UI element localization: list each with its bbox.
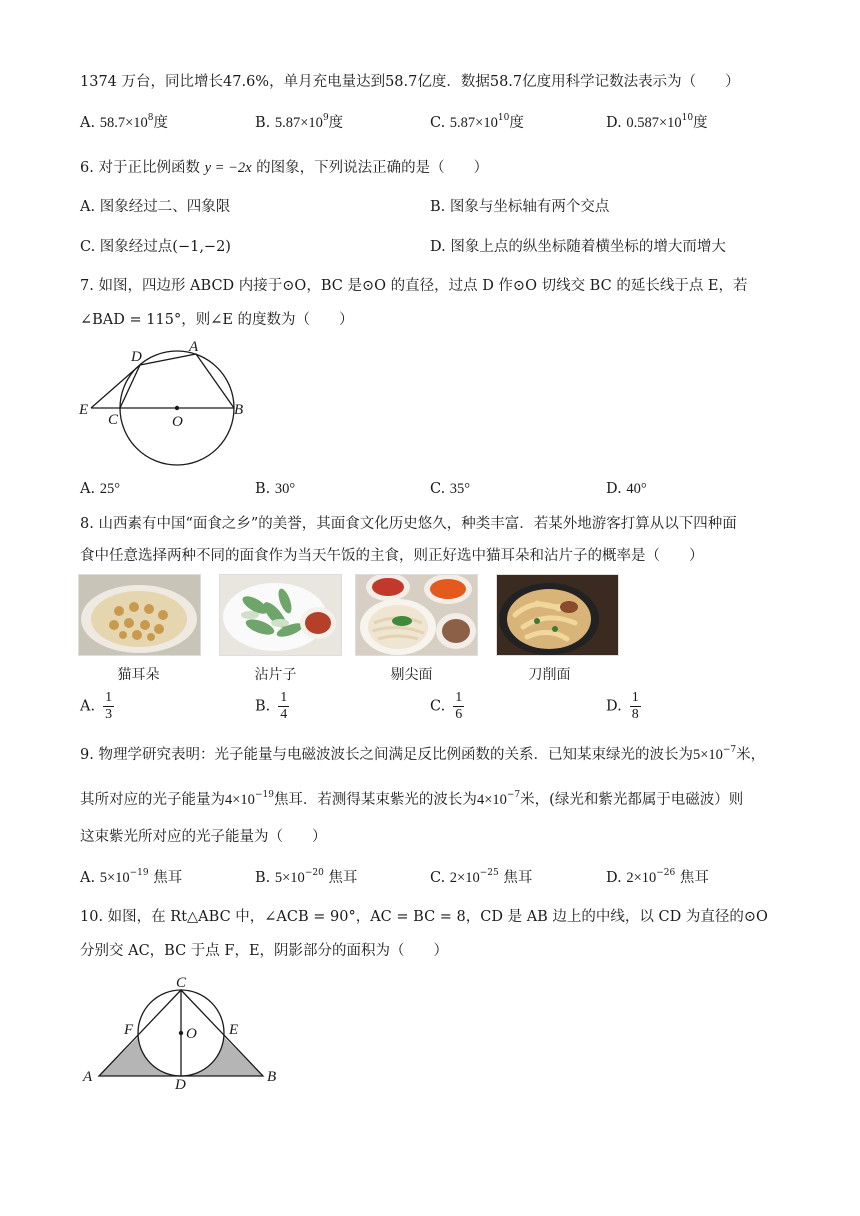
q6-option-b: B. 图象与坐标轴有两个交点 xyxy=(430,199,610,215)
q10-label-f: F xyxy=(124,1022,134,1038)
q7-label-c: C xyxy=(108,412,119,428)
q8-option-a: A. $\frac{1}{3}$ xyxy=(80,690,113,722)
q7-stem-line2: ∠BAD = 115°，则∠E 的度数为（ ） xyxy=(80,312,354,328)
food-caption-tijianmian: 剔尖面 xyxy=(390,667,433,683)
q8-option-b: B. $\frac{1}{4}$ xyxy=(255,690,288,722)
q10-stem-line1: 10. 如图，在 Rt△ABC 中，∠ACB = 90°，AC = BC = 8，CD 是 AB 边上的中线，以 CD 为直径的⊙O xyxy=(80,909,768,925)
q5-option-b: B. $5.87\times 10^9$度 xyxy=(255,113,344,131)
q9-stem-line3: 这束紫光所对应的光子能量为（ ） xyxy=(80,829,327,845)
q5-stem: 1374 万台，同比增长47.6%，单月充电量达到58.7亿度．数据58.7亿度用科学记数法表示为（ ） xyxy=(80,74,740,90)
food-photo-daoxiaomian xyxy=(496,574,619,656)
q7-label-d: D xyxy=(131,349,142,365)
q8-option-d: D. $\frac{1}{8}$ xyxy=(606,690,639,722)
q5-option-a: A. $58.7\times 10^8$度 xyxy=(80,113,168,131)
q10-label-c: C xyxy=(176,975,187,991)
q5-option-c: C. $5.87\times 10^{10}$度 xyxy=(430,113,524,131)
q7-option-c: C. 35° xyxy=(430,481,471,497)
q10-figure xyxy=(80,972,285,1092)
q7-figure xyxy=(76,335,256,470)
q9-option-c: C. $2\times 10^{-25}$ 焦耳 xyxy=(430,868,533,886)
q9-option-d: D. $2\times 10^{-26}$ 焦耳 xyxy=(606,868,709,886)
q6-option-c: C. 图象经过点(−1,−2) xyxy=(80,239,231,255)
q9-stem-line1: 9. 物理学研究表明：光子能量与电磁波波长之间满足反比例函数的关系．已知某束绿光的波长为$5\times 10^{-7}$米， xyxy=(80,745,766,763)
food-photo-zhanpianzi xyxy=(219,574,342,656)
q5-option-d: D. $0.587\times 10^{10}$度 xyxy=(606,113,708,131)
q7-label-b: B xyxy=(234,402,244,418)
q9-stem-line2: 其所对应的光子能量为$4\times 10^{-19}$焦耳．若测得某束紫光的波长为$4\times 10^{-7}$米，(绿光和紫光都属于电磁波）则 xyxy=(80,790,744,808)
q7-stem-line1: 7. 如图，四边形 ABCD 内接于⊙O，BC 是⊙O 的直径，过点 D 作⊙O 切线交 BC 的延长线于点 E，若 xyxy=(80,278,748,294)
q7-option-d: D. 40° xyxy=(606,481,647,497)
q6-option-d: D. 图象上点的纵坐标随着横坐标的增大而增大 xyxy=(430,239,726,255)
q7-option-a: A. 25° xyxy=(80,481,121,497)
q8-option-c: C. $\frac{1}{6}$ xyxy=(430,690,463,722)
q6-option-a: A. 图象经过二、四象限 xyxy=(80,199,231,215)
q10-stem-line2: 分别交 AC，BC 于点 F，E，阴影部分的面积为（ ） xyxy=(80,943,449,959)
q8-stem-line2: 食中任意选择两种不同的面食作为当天午饭的主食，则正好选中猫耳朵和沾片子的概率是（ ） xyxy=(80,548,704,564)
q10-label-o: O xyxy=(186,1026,197,1042)
food-caption-maoerduo: 猫耳朵 xyxy=(117,667,160,683)
q10-label-b: B xyxy=(267,1069,277,1085)
q7-label-o: O xyxy=(172,414,183,430)
q9-option-b: B. $5\times 10^{-20}$ 焦耳 xyxy=(255,868,358,886)
q7-label-a: A xyxy=(189,339,199,355)
q10-label-e: E xyxy=(229,1022,239,1038)
q10-label-a: A xyxy=(83,1069,93,1085)
food-caption-daoxiaomian: 刀削面 xyxy=(528,667,571,683)
q9-option-a: A. $5\times 10^{-19}$ 焦耳 xyxy=(80,868,183,886)
q10-label-d: D xyxy=(175,1077,186,1092)
food-caption-zhanpianzi: 沾片子 xyxy=(254,667,297,683)
q6-stem: 6. 对于正比例函数 y = −2x 的图象，下列说法正确的是（ ） xyxy=(80,160,489,176)
q7-label-e: E xyxy=(79,402,89,418)
food-photo-maoerduo xyxy=(78,574,201,656)
q7-option-b: B. 30° xyxy=(255,481,296,497)
food-photo-tijianmian xyxy=(355,574,478,656)
q8-stem-line1: 8. 山西素有中国“面食之乡”的美誉，其面食文化历史悠久，种类丰富．若某外地游客打算从以下四种面 xyxy=(80,516,737,532)
